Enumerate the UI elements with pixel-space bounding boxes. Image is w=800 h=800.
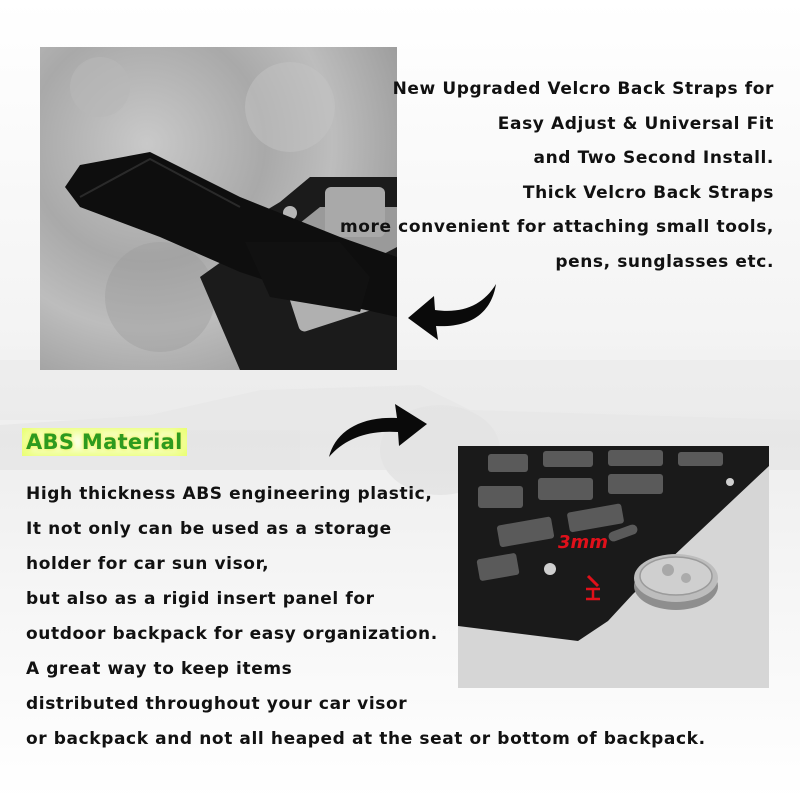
strap-description-line: pens, sunglasses etc.	[555, 251, 774, 272]
curved-arrow-right-icon	[325, 402, 430, 462]
abs-description-line: outdoor backpack for easy organization.	[26, 624, 438, 644]
strap-description-line: more convenient for attaching small tools,	[339, 217, 774, 237]
strap-description-line: and Two Second Install.	[533, 148, 774, 168]
abs-description	[26, 477, 786, 757]
abs-description-line: A great way to keep items	[26, 659, 293, 679]
abs-description-line: It not only can be used as a storage	[26, 519, 392, 539]
abs-material-title: ABS Material	[22, 428, 187, 456]
strap-description-line: New Upgraded Velcro Back Straps for	[392, 79, 774, 99]
curved-arrow-left-icon	[404, 280, 504, 350]
abs-description-line: distributed throughout your car visor	[26, 694, 408, 714]
thickness-label: 3mm	[558, 532, 609, 553]
strap-description-line: Thick Velcro Back Straps	[522, 182, 774, 203]
abs-description-line: holder for car sun visor,	[26, 554, 270, 574]
strap-description	[314, 72, 774, 279]
abs-description-line: or backpack and not all heaped at the seat or bottom of backpack.	[26, 729, 706, 749]
abs-description-line: but also as a rigid insert panel for	[26, 589, 375, 609]
strap-description-line: Easy Adjust & Universal Fit	[497, 113, 774, 134]
abs-description-line: High thickness ABS engineering plastic,	[26, 484, 433, 504]
